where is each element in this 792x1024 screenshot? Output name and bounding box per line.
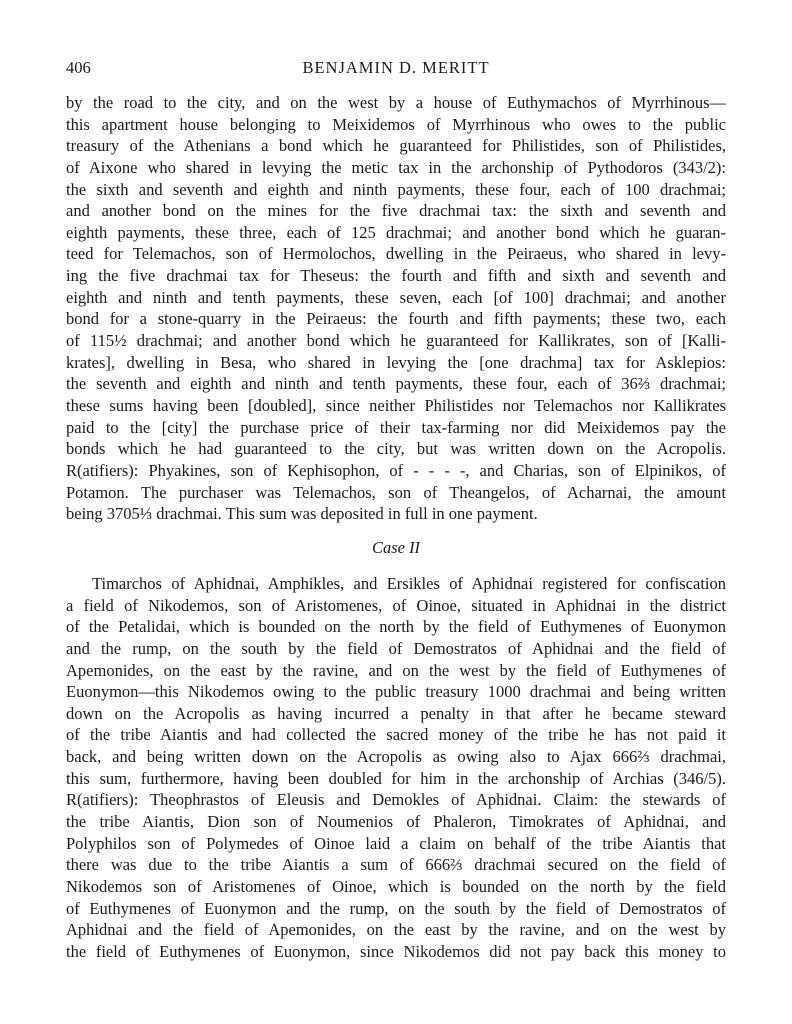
text-line: the sixth and seventh and eighth and ninth payments, these four, each of 100 drachmai;	[66, 179, 726, 199]
text-line: of Euthymenes of Euonymon and the rump, on the south by the field of Demostratos of	[66, 898, 726, 918]
text-line: of Aixone who shared in levying the metic tax in the archonship of Pythodoros (343/2):	[66, 157, 726, 177]
text-line: teed for Telemachos, son of Hermolochos, dwelling in the Peiraeus, who shared in levy-	[66, 244, 726, 264]
text-line: Timarchos of Aphidnai, Amphikles, and Ersikles of Aphidnai registered for confiscation	[92, 574, 726, 593]
text-line: Euonymon—this Nikodemos owing to the public treasury 1000 drachmai and being written	[66, 682, 726, 702]
text-line: Polyphilos son of Polymedes of Oinoe laid a claim on behalf of the tribe Aiantis that	[66, 833, 726, 853]
text-line: there was due to the tribe Aiantis a sum of 666⅔ drachmai secured on the field of	[66, 855, 726, 875]
page-header	[66, 58, 726, 82]
text-line: Nikodemos son of Aristomenes of Oinoe, which is bounded on the north by the field	[66, 876, 726, 896]
text-line: by the road to the city, and on the west by a house of Euthymachos of Myrrhinous—	[66, 93, 726, 112]
text-line: treasury of the Athenians a bond which he guaranteed for Philistides, son of Philistides,	[66, 136, 726, 156]
text-line: eighth payments, these three, each of 125 drachmai; and another bond which he guaran-	[66, 222, 726, 242]
text-line: down on the Acropolis as having incurred a penalty in that after he became steward	[66, 703, 726, 723]
text-line: R(atifiers): Phyakines, son of Kephisophon, of - - - -, and Charias, son of Elpinikos, of	[66, 460, 726, 480]
text-line: the seventh and eighth and ninth and tenth payments, these four, each of 36⅔ drachmai;	[66, 374, 726, 394]
text-line: of 115½ drachmai; and another bond which he guaranteed for Kallikrates, son of [Kalli-	[66, 331, 726, 351]
text-line: the tribe Aiantis, Dion son of Noumenios of Phaleron, Timokrates of Aphidnai, and	[66, 812, 726, 832]
text-line: ing the five drachmai tax for Theseus: the fourth and fifth and sixth and seventh and	[66, 266, 726, 286]
text-line: of the Petalidai, which is bounded on the north by the field of Euthymenes of Euonymon	[66, 617, 726, 637]
text-line: Potamon. The purchaser was Telemachos, son of Theangelos, of Acharnai, the amount	[66, 482, 726, 502]
text-line: eighth and ninth and tenth payments, these seven, each [of 100] drachmai; and another	[66, 287, 726, 307]
text-line: of the tribe Aiantis and had collected the sacred money of the tribe he has not paid it	[66, 725, 726, 745]
text-line: this apartment house belonging to Meixidemos of Myrrhinous who owes to the public	[66, 114, 726, 134]
text-line: the field of Euthymenes of Euonymon, since Nikodemos did not pay back this money to	[66, 941, 726, 961]
text-line: back, and being written down on the Acropolis as owing also to Ajax 666⅔ drachmai,	[66, 747, 726, 767]
text-line: these sums having been [doubled], since neither Philistides nor Telemachos nor Kallikrates	[66, 395, 726, 415]
section-heading: Case II	[371, 538, 421, 557]
text-line: this sum, furthermore, having been doubled for him in the archonship of Archias (346/5).	[66, 768, 726, 788]
text-line: Apemonides, on the east by the ravine, and on the west by the field of Euthymenes of	[66, 660, 726, 680]
text-line: a field of Nikodemos, son of Aristomenes, of Oinoe, situated in Aphidnai in the district	[66, 595, 726, 615]
text-line: and another bond on the mines for the five drachmai tax: the sixth and seventh and	[66, 201, 726, 221]
text-line: R(atifiers): Theophrastos of Eleusis and Demokles of Aphidnai. Claim: the stewards of	[66, 790, 726, 810]
text-line: bond for a stone-quarry in the Peiraeus: the fourth and fifth payments; these two, each	[66, 309, 726, 329]
text-line: paid to the [city] the purchase price of their tax-farming nor did Meixidemos pay the	[66, 417, 726, 437]
case-one-paragraph	[66, 92, 726, 525]
page-number: 406	[66, 58, 91, 77]
case-two-paragraph	[66, 573, 726, 963]
running-head: BENJAMIN D. MERITT	[302, 58, 490, 77]
text-line: krates], dwelling in Besa, who shared in levying the [one drachma] tax for Asklepios:	[66, 352, 726, 372]
text-line: and the rump, on the south by the field of Demostratos of Aphidnai and the field of	[66, 638, 726, 658]
text-line: Aphidnai and the field of Apemonides, on the east by the ravine, and on the west by	[66, 920, 726, 940]
text-line: being 3705⅓ drachmai. This sum was deposited in full in one payment.	[66, 504, 538, 524]
text-line: bonds which he had guaranteed to the city, but was written down on the Acropolis.	[66, 439, 726, 459]
